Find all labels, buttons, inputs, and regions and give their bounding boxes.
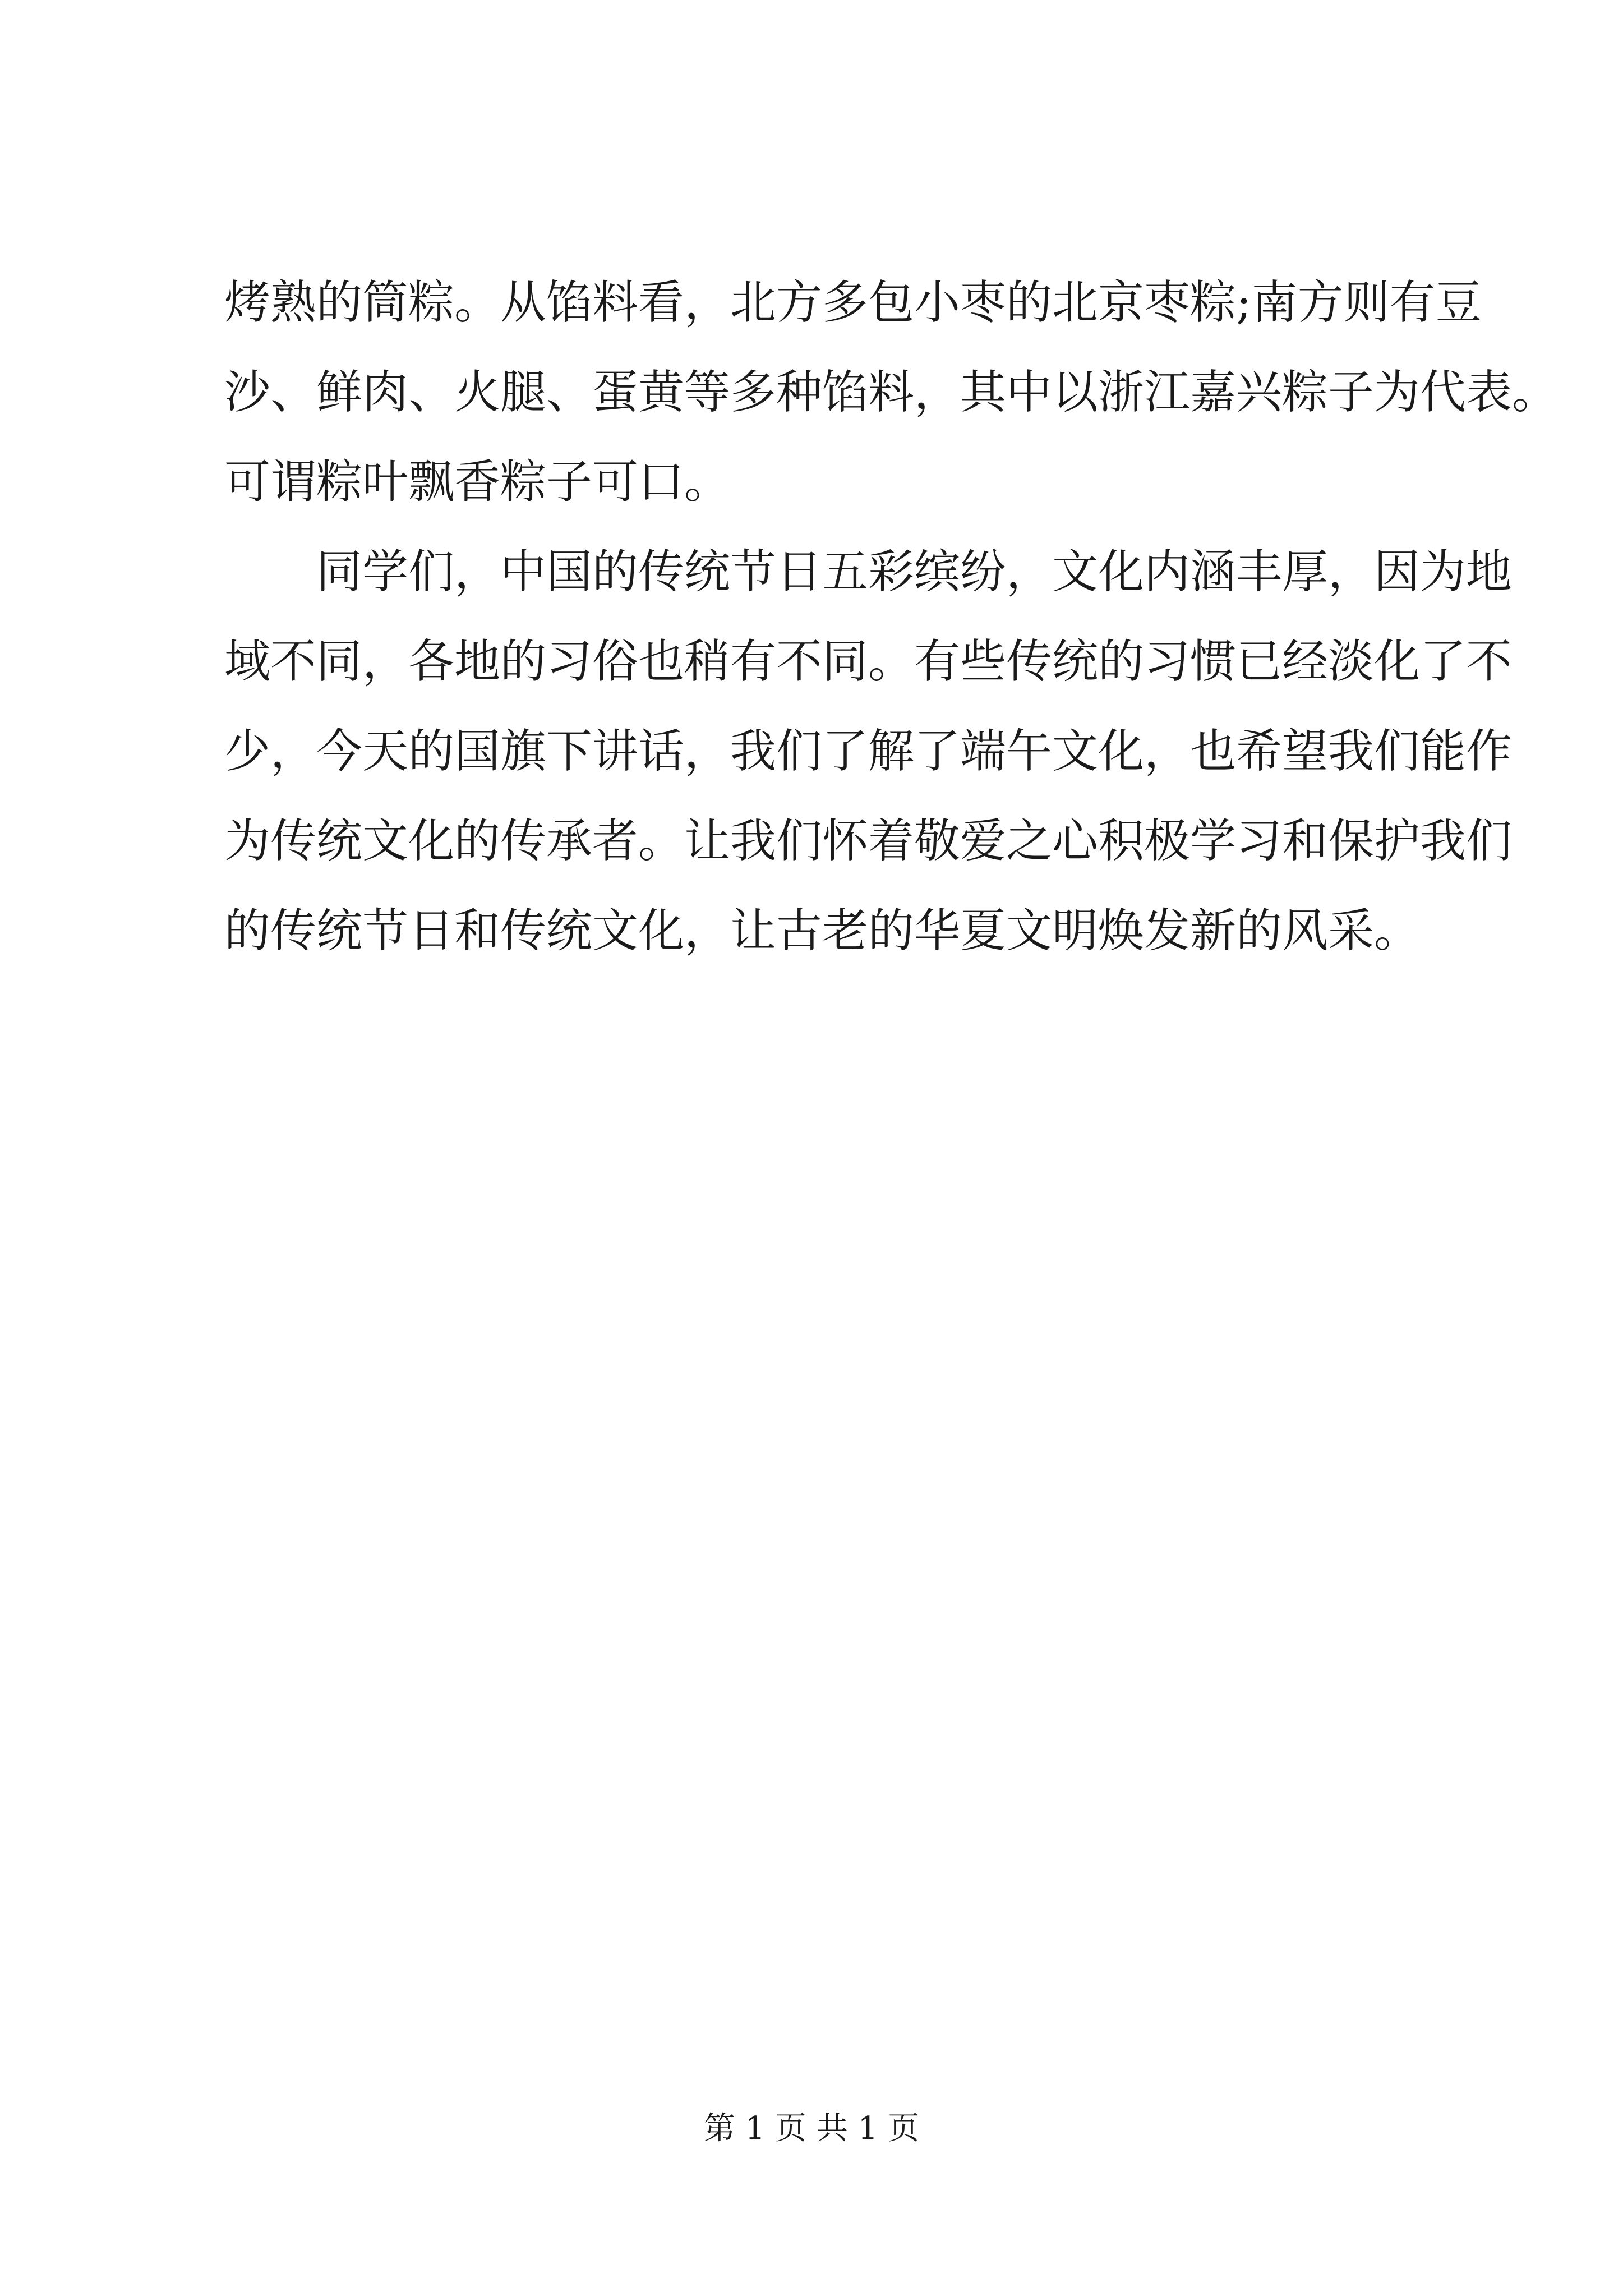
text-line: 烤熟的筒粽。从馅料看，北方多包小枣的北京枣粽;南方则有豆	[224, 276, 1482, 329]
text-line: 为传统文化的传承者。让我们怀着敬爱之心积极学习和保护我们	[224, 815, 1513, 868]
text-line: 沙、鲜肉、火腿、蛋黄等多种馅料，其中以浙江嘉兴粽子为代表。	[224, 366, 1559, 419]
body-text	[224, 258, 1559, 976]
text-line: 少，今天的国旗下讲话，我们了解了端午文化，也希望我们能作	[224, 725, 1513, 778]
text-line: 的传统节日和传统文化，让古老的华夏文明焕发新的风采。	[224, 904, 1421, 958]
text-line: 域不同，各地的习俗也稍有不同。有些传统的习惯已经淡化了不	[224, 635, 1513, 688]
text-line: 可谓粽叶飘香粽子可口。	[224, 455, 731, 509]
page-footer: 第 1 页 共 1 页	[703, 2110, 920, 2147]
paragraph-2	[224, 527, 1513, 976]
text-line: 同学们，中国的传统节日五彩缤纷，文化内涵丰厚，因为地	[316, 545, 1513, 599]
paragraph-1	[224, 258, 1559, 527]
